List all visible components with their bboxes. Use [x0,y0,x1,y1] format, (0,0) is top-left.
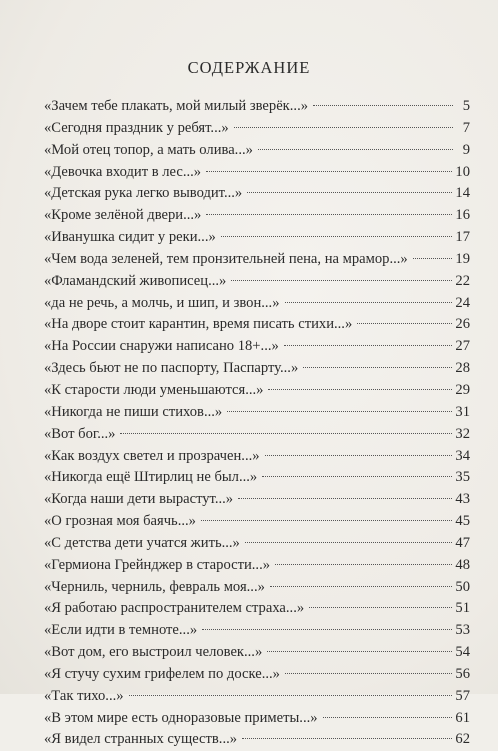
toc-entry [44,664,470,686]
toc-entry [44,577,470,599]
toc-entry-page-number: 45 [455,513,470,530]
toc-entry-page-number: 47 [455,534,470,551]
toc-dot-leader [313,105,453,106]
toc-dot-leader [265,455,453,456]
toc-dot-leader [206,171,452,172]
toc-entry-title: «С детства дети учатся жить...» [44,534,240,551]
toc-entry-title: «Черниль, черниль, февраль моя...» [44,578,265,595]
toc-dot-leader [245,542,453,543]
toc-entry-page-number: 35 [455,469,470,486]
toc-entry [44,314,470,336]
toc-entry-page-number: 29 [455,381,470,398]
toc-entry-title: «Мой отец топор, а мать олива...» [44,141,253,158]
toc-entry-title: «Так тихо...» [44,687,124,704]
toc-dot-leader [309,607,452,608]
toc-entry [44,511,470,533]
toc-dot-leader [357,323,452,324]
toc-entry-title: «Чем вода зеленей, тем пронзительней пена, на мрамор...» [44,250,408,267]
toc-entry-title: «Зачем тебе плакать, мой милый зверёк...» [44,98,309,114]
toc-entry-title: «Я работаю распространителем страха...» [44,600,305,617]
toc-dot-leader [129,695,453,696]
toc-entry-title: «Девочка входит в лес...» [44,163,202,180]
toc-entry [44,140,470,162]
toc-entry-title: «Сегодня праздник у ребят...» [44,119,229,136]
toc-entry-page-number: 62 [455,731,470,748]
toc-entry-page-number: 10 [455,163,470,180]
toc-dot-leader [247,192,452,193]
toc-entry-page-number: 50 [455,578,470,595]
toc-entry-title: «Никогда не пиши стихов...» [44,403,223,420]
toc-dot-leader [227,411,452,412]
toc-entry-page-number: 16 [455,207,470,224]
toc-dot-leader [285,302,453,303]
toc-entry-page-number: 5 [462,98,470,114]
toc-entry-title: «Детская рука легко выводит...» [44,185,243,202]
toc-entry-title: «Я видел странных существ...» [44,731,238,748]
toc-entry [44,729,470,751]
toc-entry-title: «На России снаружи написано 18+...» [44,338,279,355]
toc-entry-page-number: 9 [462,141,470,158]
toc-entry [44,467,470,489]
toc-entry-page-number: 56 [455,665,470,682]
toc-entry-page-number: 48 [455,556,470,573]
toc-entry-title: «На дворе стоит карантин, время писать стихи...» [44,316,353,333]
toc-dot-leader [201,520,452,521]
toc-dot-leader [270,586,453,587]
toc-entry-page-number: 53 [455,622,470,639]
toc-entry [44,293,470,315]
toc-dot-leader [258,149,453,150]
toc-dot-leader [268,389,452,390]
toc-entry-page-number: 26 [455,316,470,333]
toc-dot-leader [120,433,452,434]
toc-entry-title: «Фламандский живописец...» [44,272,227,289]
toc-entry-title: «К старости люди уменьшаются...» [44,381,264,398]
toc-entry-title: «Как воздух светел и прозрачен...» [44,447,260,464]
toc-entry-title: «да не речь, а молчь, и шип, и звон...» [44,294,280,311]
toc-dot-leader [234,127,453,128]
toc-entry-page-number: 24 [455,294,470,311]
toc-entry [44,402,470,424]
toc-entry-page-number: 28 [455,360,470,377]
toc-entry-title: «Вот бог...» [44,425,116,442]
toc-entry [44,118,470,140]
toc-entry [44,555,470,577]
toc-dot-leader [275,564,452,565]
toc-dot-leader [206,214,452,215]
toc-entry [44,358,470,380]
toc-entry-page-number: 34 [455,447,470,464]
toc-entry [44,162,470,184]
toc-entry-page-number: 61 [455,709,470,726]
toc-entry [44,336,470,358]
toc-entry-page-number: 32 [455,425,470,442]
toc-entry-page-number: 14 [455,185,470,202]
toc-entry [44,271,470,293]
toc-dot-leader [284,345,453,346]
toc-dot-leader [238,498,452,499]
page-title: СОДЕРЖАНИЕ [187,58,311,77]
toc-entry [44,249,470,271]
toc-entry-page-number: 22 [455,272,470,289]
toc-entry [44,708,470,730]
toc-entry-title: «Вот дом, его выстроил человек...» [44,644,263,661]
toc-entry [44,380,470,402]
toc-entry-title: «Иванушка сидит у реки...» [44,229,216,246]
toc-entry-page-number: 54 [455,644,470,661]
toc-entry-page-number: 19 [455,250,470,267]
toc-dot-leader [202,629,452,630]
toc-entry [44,620,470,642]
toc-entry-title: «Никогда ещё Штирлиц не был...» [44,469,258,486]
toc-entry-title: «Кроме зелёной двери...» [44,207,202,224]
toc-entry [44,686,470,708]
toc-entry-page-number: 43 [455,491,470,508]
toc-dot-leader [231,280,452,281]
toc-entry-title: «В этом мире есть одноразовые приметы...» [44,709,318,726]
toc-entry-title: «Гермиона Грейнджер в старости...» [44,556,271,573]
toc-entry-page-number: 57 [455,687,470,704]
toc-entry-title: «О грозная моя баячь...» [44,513,196,530]
toc-entry [44,642,470,664]
table-of-contents [44,96,470,751]
toc-dot-leader [262,476,452,477]
toc-entry-page-number: 31 [455,403,470,420]
toc-entry-page-number: 17 [455,229,470,246]
toc-entry-title: «Когда наши дети вырастут...» [44,491,234,508]
toc-entry [44,227,470,249]
toc-dot-leader [285,673,452,674]
toc-entry [44,96,470,118]
toc-dot-leader [221,236,453,237]
toc-entry [44,489,470,511]
toc-entry [44,446,470,468]
toc-entry [44,205,470,227]
toc-entry-page-number: 7 [462,119,470,136]
toc-dot-leader [242,738,452,739]
toc-entry-title: «Если идти в темноте...» [44,622,198,639]
toc-entry [44,183,470,205]
toc-entry-title: «Я стучу сухим грифелем по доске...» [44,665,280,682]
toc-dot-leader [413,258,453,259]
toc-dot-leader [267,651,452,652]
toc-entry-page-number: 27 [455,338,470,355]
toc-entry-page-number: 51 [455,600,470,617]
toc-entry [44,424,470,446]
toc-entry [44,598,470,620]
toc-entry-title: «Здесь бьют не по паспорту, Паспарту...» [44,360,299,377]
toc-dot-leader [303,367,452,368]
toc-dot-leader [323,717,453,718]
toc-entry [44,533,470,555]
